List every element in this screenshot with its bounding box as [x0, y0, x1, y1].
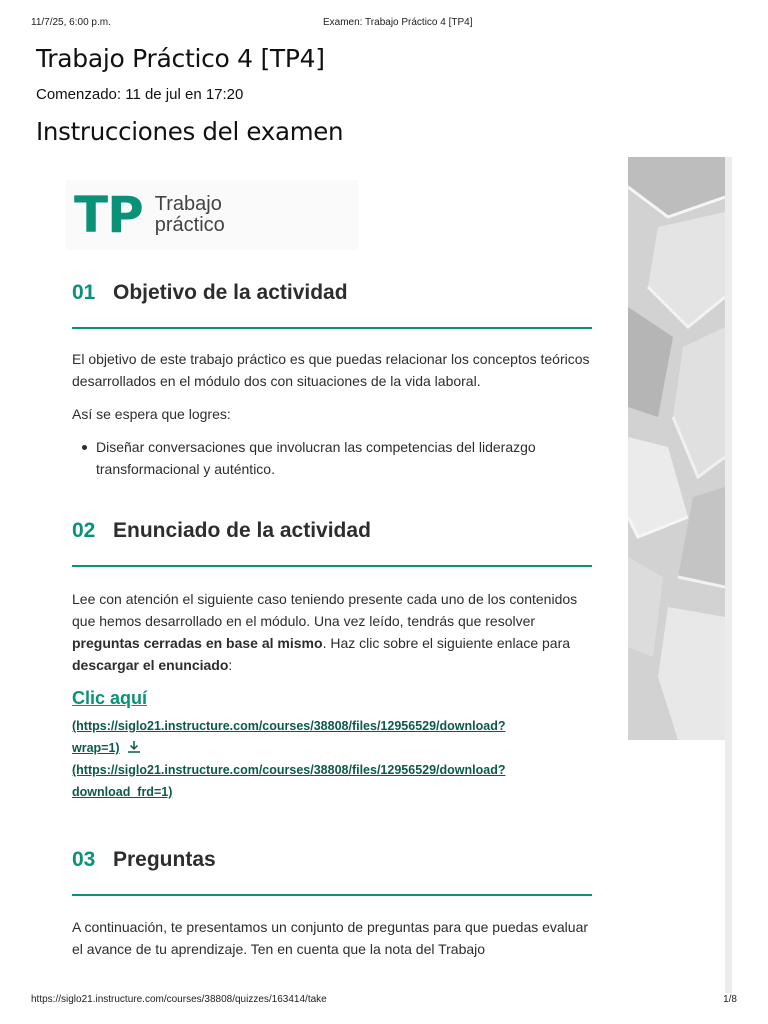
print-datetime: 11/7/25, 6:00 p.m.	[31, 17, 111, 28]
enunciado-paragraph	[72, 588, 592, 676]
objetivo-paragraph: El objetivo de este trabajo práctico es que puedas relacionar los conceptos teóricos desarrollados en el módulo dos con situaciones de la vida laboral.	[72, 351, 590, 389]
section-heading: Preguntas	[113, 848, 216, 871]
print-footer	[31, 994, 737, 1005]
download-url-link[interactable]	[72, 763, 505, 799]
objetivo-intro: Así se espera que logres:	[72, 406, 231, 422]
enunciado-emphasis: descargar el enunciado	[72, 657, 229, 673]
section-heading: Objetivo de la actividad	[113, 281, 348, 304]
tp-banner	[66, 180, 358, 250]
section-number: 02	[72, 519, 96, 542]
instructions-title: Instrucciones del examen	[36, 117, 344, 146]
url-line: (https://siglo21.instructure.com/courses/38808/files/12956529/download?	[72, 719, 506, 733]
tp-banner-text	[155, 194, 225, 236]
url-line: (https://siglo21.instructure.com/courses/38808/files/12956529/download?	[72, 763, 506, 777]
section-preguntas-header	[72, 848, 592, 896]
list-item: Diseñar conversaciones que involucran las competencias del liderazgo transformacional y auténtico.	[72, 436, 592, 480]
page-scrollbar-strip	[725, 157, 732, 993]
tp-banner-word2: práctico	[154, 214, 225, 236]
print-header	[31, 17, 737, 28]
url-line: wrap=1)	[72, 741, 120, 755]
tp-logo: TP	[74, 186, 143, 244]
section-heading: Enunciado de la actividad	[113, 519, 371, 542]
url-line: download_frd=1)	[72, 785, 173, 799]
section-number: 03	[72, 848, 96, 871]
print-doc-title: Examen: Trabajo Práctico 4 [TP4]	[323, 17, 473, 28]
print-footer-url: https://siglo21.instructure.com/courses/38808/quizzes/163414/take	[31, 994, 327, 1005]
enunciado-emphasis: preguntas cerradas en base al mismo	[72, 635, 323, 651]
section-number: 01	[72, 281, 96, 304]
print-page-number: 1/8	[723, 994, 737, 1005]
download-url[interactable]	[72, 759, 592, 803]
tp-banner-word1: Trabajo	[154, 193, 222, 215]
preview-url[interactable]	[72, 715, 592, 762]
section-objetivo-header	[72, 281, 592, 329]
objetivo-list	[72, 436, 592, 480]
section-enunciado-header	[72, 519, 592, 567]
preguntas-paragraph: A continuación, te presentamos un conjunto de preguntas para que puedas evaluar el avance de tu aprendizaje. Ten en cuenta que la nota del Trabajo	[72, 919, 589, 957]
download-link[interactable]: Clic aquí	[72, 688, 148, 708]
started-timestamp: Comenzado: 11 de jul en 17:20	[36, 86, 244, 103]
enunciado-text: Lee con atención el siguiente caso teniendo presente cada uno de los contenidos que hemos desarrollado en el módulo. Una vez leído, tendrás que resolver	[72, 591, 578, 629]
enunciado-text: . Haz clic sobre el siguiente enlace para	[322, 635, 571, 651]
enunciado-text: :	[228, 657, 233, 673]
decorative-side-image	[628, 157, 725, 740]
quiz-title: Trabajo Práctico 4 [TP4]	[36, 44, 325, 73]
